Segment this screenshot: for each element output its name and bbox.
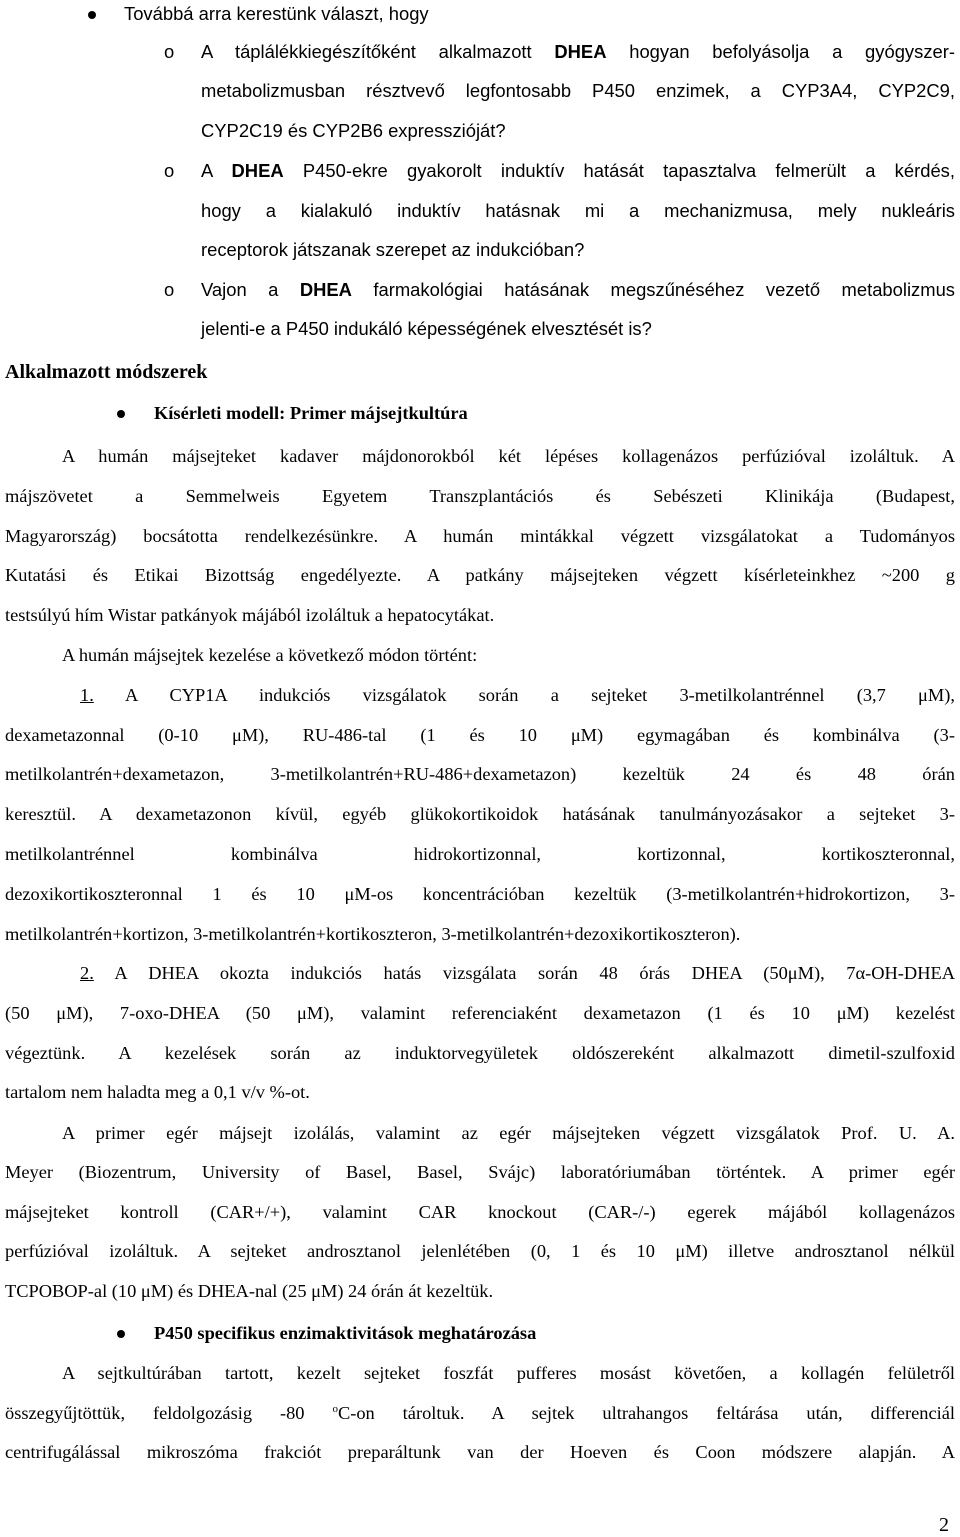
item-1-text: A CYP1A indukciós vizsgálatok során a sejteket 3-metilkolantrénnel (3,7 μM), [93,685,955,705]
item-2-line-3: végeztünk. A kezelések során az induktorvegyületek oldószereként alkalmazott dimetil-szulfoxid [5,1043,955,1063]
paragraph-1-line-3: Magyarország) bocsátotta rendelkezésünkre. A humán mintákkal végzett vizsgálatokat a Tudományos [5,526,955,546]
intro-text: Továbbá arra kerestünk választ, hogy [124,3,429,24]
paragraph-3-line-5: TCPOBOP-al (10 μM) és DHEA-nal (25 μM) 24 órán át kezeltük. [5,1281,494,1301]
subsection-title-1: Kísérleti modell: Primer májsejtkultúra [154,403,468,423]
paragraph-3-line-1: A primer egér májsejt izolálás, valamint az egér májsejteken végzett vizsgálatok Prof. U. A. [62,1123,955,1143]
q1-part-a: A táplálékkiegészítőként alkalmazott [201,41,555,62]
question-2-line-2: hogy a kialakuló induktív hatásnak mi a mechanizmusa, mely nukleáris [201,200,955,221]
q1-dhea: DHEA [554,41,607,62]
bullet-icon [88,11,96,19]
item-2-text: A DHEA okozta indukciós hatás vizsgálata során 48 órás DHEA (50μM), 7α-OH-DHEA [93,963,955,983]
bullet-icon [117,1330,125,1338]
item-1-line-1 [80,686,955,704]
p4-part-b: C-on tároltuk. A sejtek ultrahangos feltárása után, differenciál [337,1403,955,1423]
item-2-line-4: tartalom nem haladta meg a 0,1 v/v %-ot. [5,1082,310,1102]
paragraph-2: A humán májsejtek kezelése a következő módon történt: [62,645,478,665]
item-1-line-4: keresztül. A dexametazonon kívül, egyéb glükokortikoidok hatásának tanulmányozásakor a sejteket 3- [5,804,955,824]
question-2-line-1 [201,162,955,180]
paragraph-3-line-3: májsejteket kontroll (CAR+/+), valamint CAR knockout (CAR-/-) egerek májából kollagenázos [5,1202,955,1222]
question-1-line-2: metabolizmusban résztvevő legfontosabb P450 enzimek, a CYP3A4, CYP2C9, [201,80,955,101]
sub-bullet-marker: o [164,279,175,300]
item-2-line-1 [80,964,955,982]
paragraph-1-line-1: A humán májsejteket kadaver májdonorokból két lépéses kollagenázos perfúzióval izoláltuk. A [62,446,955,466]
bullet-icon [117,410,125,418]
item-2-number: 2. [80,963,94,983]
paragraph-1-line-4: Kutatási és Etikai Bizottság engedélyezte. A patkány májsejteken végzett kísérleteinkhez ~200 g [5,565,955,585]
q1-part-b: hogyan befolyásolja a gyógyszer- [606,41,955,62]
paragraph-4-line-3: centrifugálással mikroszóma frakciót preparáltunk van der Hoeven és Coon módszere alapján. A [5,1442,955,1462]
section-title: Alkalmazott módszerek [5,361,208,383]
paragraph-4-line-1: A sejtkultúrában tartott, kezelt sejteket foszfát pufferes mosást követően, a kollagén felületről [62,1363,955,1383]
item-1-line-2: dexametazonnal (0-10 μM), RU-486-tal (1 és 10 μM) egymagában és kombinálva (3- [5,725,955,745]
item-1-line-6: dezoxikortikoszteronnal 1 és 10 μM-os koncentrációban kezeltük (3-metilkolantrén+hidrokortizon, 3- [5,884,955,904]
paragraph-4-line-2 [5,1404,955,1422]
paragraph-1-line-2: májszövetet a Semmelweis Egyetem Transzplantációs és Sebészeti Klinikája (Budapest, [5,486,955,506]
paragraph-3-line-2: Meyer (Biozentrum, University of Basel, Basel, Svájc) laboratóriumában történtek. A primer egér [5,1162,955,1182]
sub-bullet-marker: o [164,41,175,62]
q2-part-a: A [201,160,232,181]
question-1-line-1 [201,43,955,61]
page-number: 2 [939,1514,949,1536]
item-1-line-3: metilkolantrén+dexametazon, 3-metilkolantrén+RU-486+dexametazon) kezeltük 24 és 48 órán [5,764,955,784]
p4-part-a: összegyűjtöttük, feldolgozásig -80 [5,1403,333,1423]
question-2-line-3: receptorok játszanak szerepet az indukcióban? [201,239,585,260]
item-1-number: 1. [80,685,94,705]
q3-dhea: DHEA [299,279,352,300]
paragraph-3-line-4: perfúzióval izoláltuk. A sejteket androsztanol jelenlétében (0, 1 és 10 μM) illetve androsztanol nélkül [5,1241,955,1261]
q2-part-b: P450-ekre gyakorolt induktív hatását tapasztalva felmerült a kérdés, [283,160,955,181]
sub-bullet-marker: o [164,160,175,181]
item-1-line-7: metilkolantrén+kortizon, 3-metilkolantrén+kortikoszteron, 3-metilkolantrén+dezoxikortikoszteron). [5,924,741,944]
question-3-line-1 [201,281,955,299]
item-2-line-2: (50 μM), 7-oxo-DHEA (50 μM), valamint referenciaként dexametazon (1 és 10 μM) kezelést [5,1003,955,1023]
item-1-line-5: metilkolantrénnel kombinálva hidrokortizonnal, kortizonnal, kortikoszteronnal, [5,844,955,864]
q2-dhea: DHEA [231,160,284,181]
degree-superscript: o [332,1403,338,1415]
subsection-title-2: P450 specifikus enzimaktivitások meghatározása [154,1323,537,1343]
q3-part-a: Vajon a [201,279,300,300]
q3-part-b: farmakológiai hatásának megszűnéséhez vezető metabolizmus [351,279,955,300]
question-1-line-3: CYP2C19 és CYP2B6 expresszióját? [201,120,506,141]
question-3-line-2: jelenti-e a P450 indukáló képességének elvesztését is? [201,318,652,339]
paragraph-1-line-5: testsúlyú hím Wistar patkányok májából izoláltuk a hepatocytákat. [5,605,495,625]
